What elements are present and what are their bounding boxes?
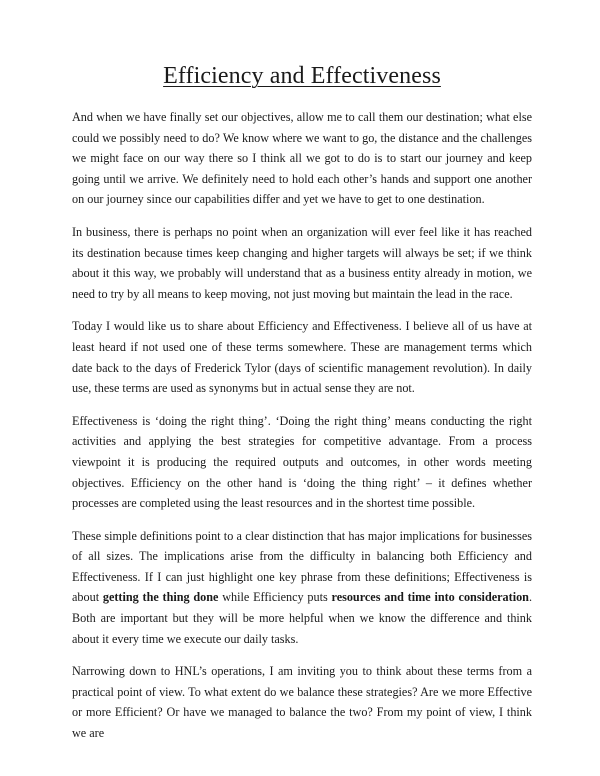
document-title: Efficiency and Effectiveness: [163, 63, 441, 89]
paragraph-3: Today I would like us to share about Efficiency and Effectiveness. I believe all of us have at least heard if not used one of these terms somewhere. These are management terms which date back to the days of Frederick Tylor (days of scientific management revolution). In daily use, these terms are used as synonyms but in actual sense they are not.: [72, 319, 532, 396]
paragraph-5: [72, 526, 532, 650]
paragraph-5-text-2: while Efficiency puts: [218, 590, 332, 605]
paragraph-4: Effectiveness is ‘doing the right thing’. ‘Doing the right thing’ means conducting the right activities and applying the best strategies for competitive advantage. From a process viewpoint it is producing the required outputs and outcomes, in other words meeting objectives. Efficiency on the other hand is ‘doing the thing right’ – it defines whether processes are completed using the least resources and in the shortest time possible.: [72, 413, 532, 511]
emphasis-getting-the-thing-done: getting the thing done: [102, 590, 219, 605]
paragraph-6: Narrowing down to HNL’s operations, I am inviting you to think about these terms from a practical point of view. To what extent do we balance these strategies? Are we more Effective or more Efficient? Or have we managed to balance the two? From my point of view, I think we are: [72, 664, 532, 741]
paragraph-2: In business, there is perhaps no point when an organization will ever feel like it has reached its destination because times keep changing and higher targets will always be set; if we think about it this way, we probably will understand that as a business entity already in motion, we need to try by all means to keep moving, not just moving but maintain the lead in the race.: [72, 224, 532, 301]
paragraph-5-text-1: These simple definitions point to a clear distinction that has major implications for businesses of all sizes. The implications arise from the difficulty in balancing both Efficiency and Effectiveness. If I can just highlight one key phrase from these definitions; Effectiveness is about: [72, 528, 532, 605]
paragraph-1: And when we have finally set our objectives, allow me to call them our destination; what else could we possibly need to do? We know where we want to go, the distance and the challenges we might face on our way there so I think all we got to do is to start our journey and keep going until we arrive. We definitely need to hold each other’s hands and support one another on our journey since our capabilities differ and yet we have to get to one destination.: [72, 110, 532, 207]
emphasis-resources-and-time: resources and time into consideration: [331, 590, 529, 605]
paragraph-5-text-3: . Both are important but they will be more helpful when we know the difference and think about it every time we execute our daily tasks.: [72, 590, 532, 646]
